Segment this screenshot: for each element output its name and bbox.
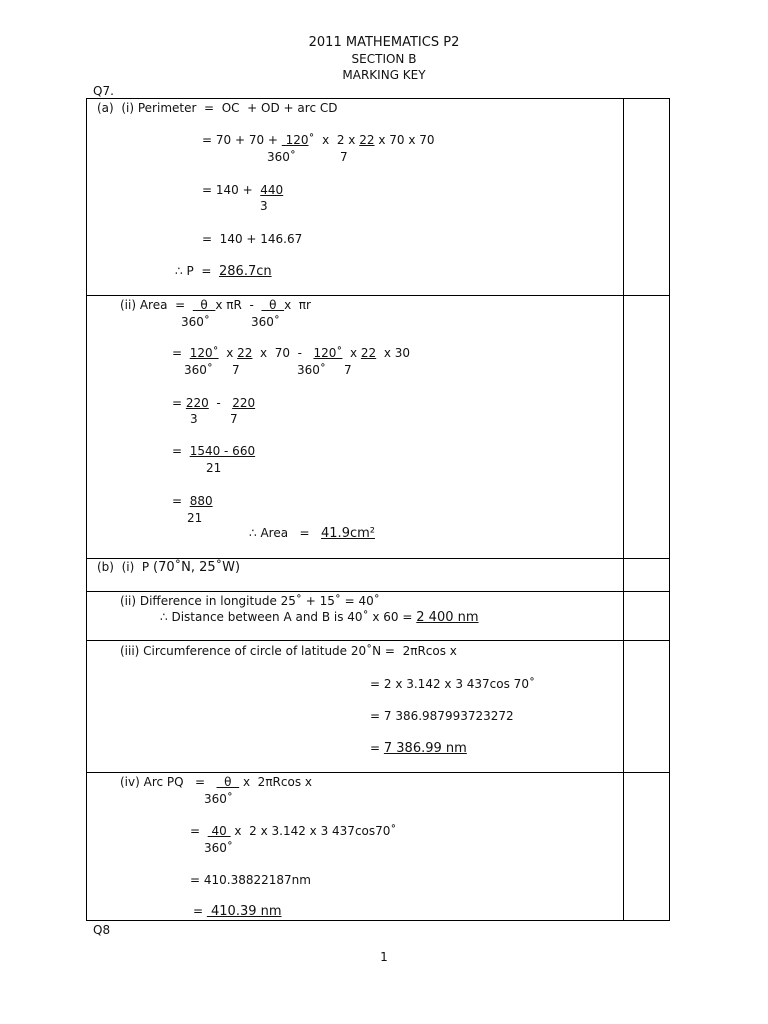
area-step-3-den: 21 xyxy=(206,461,222,475)
area-step-1: = 120˚ x 22 x 70 - 120˚ x 22 x 30 xyxy=(172,346,411,360)
perimeter-step-2: = 140 + 440 xyxy=(202,183,284,197)
perimeter-step-1-denominator-7: 7 xyxy=(340,150,348,164)
doc-title: 2011 MATHEMATICS P2 xyxy=(308,35,460,50)
perimeter-step-1: = 70 + 70 + 120˚ x 2 x 22 x 70 x 70 xyxy=(202,133,435,147)
area-denominator-2: 360˚ xyxy=(251,315,280,329)
arc-step-1: = 40 x 2 x 3.142 x 3 437cos70˚ xyxy=(190,824,397,838)
arc-denominator: 360˚ xyxy=(204,792,233,806)
area-step-4: = 880 xyxy=(172,494,213,508)
distance-answer: ∴ Distance between A and B is 40˚ x 60 = 2 400 nm xyxy=(160,610,479,625)
question-7-label: Q7. xyxy=(93,84,114,98)
row-divider xyxy=(86,772,670,773)
part-b-i: (b) (i) P (70˚N, 25˚W) xyxy=(97,560,241,575)
perimeter-step-2-denominator: 3 xyxy=(260,199,268,213)
row-divider xyxy=(86,558,670,559)
part-b-iv-heading: (iv) Arc PQ = θ x 2πRcos x xyxy=(120,775,312,789)
marks-column-divider xyxy=(623,98,624,921)
section-label: SECTION B xyxy=(351,52,417,66)
part-b-iii-heading: (iii) Circumference of circle of latitude 20˚N = 2πRcos x xyxy=(120,644,457,658)
circumference-answer: = 7 386.99 nm xyxy=(370,741,467,756)
perimeter-answer: ∴ P = 286.7cn xyxy=(175,264,272,279)
marking-key-label: MARKING KEY xyxy=(342,68,426,82)
area-step-2-den-1: 3 xyxy=(190,412,198,426)
row-divider xyxy=(86,591,670,592)
part-a-ii-heading: (ii) Area = θ x πR - θ x πr xyxy=(120,298,311,312)
part-b-ii-heading: (ii) Difference in longitude 25˚ + 15˚ = 40˚ xyxy=(120,594,380,608)
part-a-i-heading: (a) (i) Perimeter = OC + OD + arc CD xyxy=(97,101,338,115)
area-step-1-den-1: 360˚ xyxy=(184,363,213,377)
arc-step-2: = 410.38822187nm xyxy=(190,873,311,887)
row-divider xyxy=(86,295,670,296)
area-step-4-den: 21 xyxy=(187,511,203,525)
area-answer: ∴ Area = 41.9cm² xyxy=(249,526,375,541)
area-step-1-den-2: 7 xyxy=(232,363,240,377)
arc-step-1-den: 360˚ xyxy=(204,841,233,855)
area-step-1-den-3: 360˚ xyxy=(297,363,326,377)
question-8-label: Q8 xyxy=(93,923,111,937)
circumference-step-1: = 2 x 3.142 x 3 437cos 70˚ xyxy=(370,677,535,691)
answer-table xyxy=(86,98,670,921)
area-step-1-den-4: 7 xyxy=(344,363,352,377)
row-divider xyxy=(86,640,670,641)
area-step-2-den-2: 7 xyxy=(230,412,238,426)
page-number: 1 xyxy=(380,950,388,964)
perimeter-step-1-denominator: 360˚ xyxy=(267,150,296,164)
area-denominator-1: 360˚ xyxy=(181,315,210,329)
arc-answer: = 410.39 nm xyxy=(193,904,282,919)
perimeter-step-3: = 140 + 146.67 xyxy=(202,232,303,246)
area-step-3: = 1540 - 660 xyxy=(172,444,256,458)
area-step-2: = 220 - 220 xyxy=(172,396,256,410)
circumference-step-2: = 7 386.987993723272 xyxy=(370,709,514,723)
